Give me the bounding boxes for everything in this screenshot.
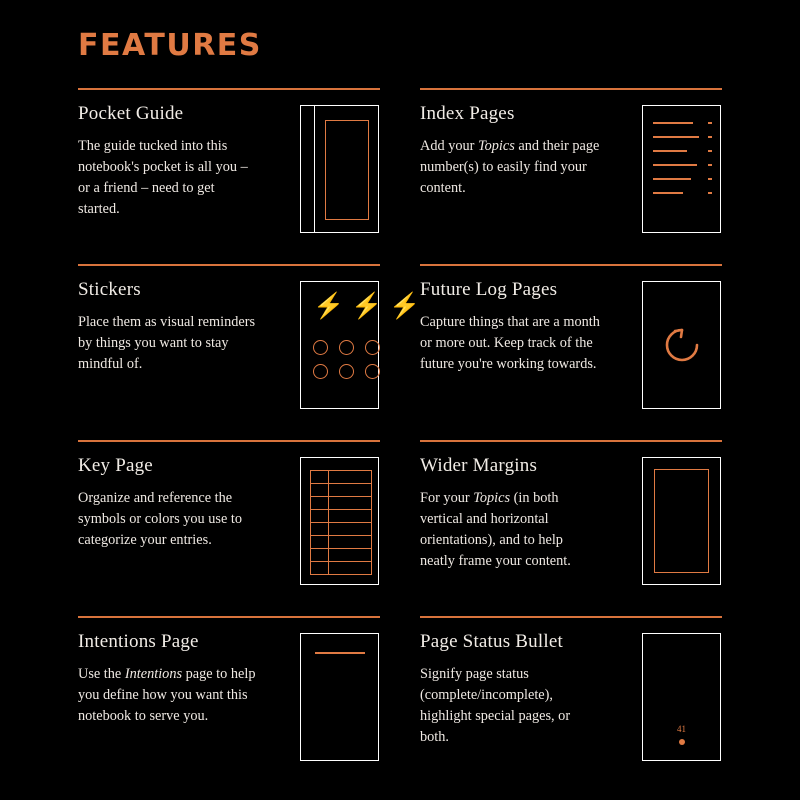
feature-title: Page Status Bullet <box>420 631 563 652</box>
circle-sticker-icon <box>365 364 380 379</box>
circle-sticker-icon <box>365 340 380 355</box>
feature-card-stickers <box>78 264 421 440</box>
feature-illustration <box>300 457 380 585</box>
features-grid <box>78 88 722 792</box>
feature-body: Capture things that are a month or more out. Keep track of the future you're working towards. <box>420 314 600 373</box>
feature-body: Place them as visual reminders by things you want to stay mindful of. <box>78 314 256 373</box>
feature-title: Future Log Pages <box>420 279 558 300</box>
grid-cell <box>328 535 372 549</box>
circle-sticker-icon <box>313 364 328 379</box>
feature-title: Stickers <box>78 279 141 300</box>
index-dot <box>708 150 712 152</box>
feature-body: The guide tucked into this notebook's pocket is all you – or a friend – need to get started. <box>78 138 248 218</box>
dot-stickers <box>313 340 382 379</box>
notebook-intentions-line-icon <box>300 633 379 761</box>
margin-frame <box>654 469 709 573</box>
index-line <box>653 122 693 124</box>
page-title: FEATURES <box>78 28 262 63</box>
feature-title: Index Pages <box>420 103 515 124</box>
notebook-stickers-icon <box>300 281 421 409</box>
grid-cell <box>310 483 329 497</box>
grid-cell <box>310 522 329 536</box>
page-number: 41 <box>677 724 686 734</box>
lightning-bolt-icon: ⚡ <box>389 293 421 320</box>
status-bullet-icon <box>679 739 685 745</box>
index-dot <box>708 178 712 180</box>
feature-body: Organize and reference the symbols or colors you use to categorize your entries. <box>78 490 243 549</box>
circle-sticker-icon <box>313 340 328 355</box>
spine-line <box>314 106 315 232</box>
key-grid <box>310 470 371 574</box>
notebook-key-grid-icon <box>300 457 379 585</box>
index-dot <box>708 136 712 138</box>
notebook-pocket-guide-icon <box>300 105 379 233</box>
notebook-wide-margin-icon <box>642 457 721 585</box>
feature-illustration <box>642 633 722 761</box>
grid-cell <box>328 548 372 562</box>
grid-cell <box>310 561 329 575</box>
index-line <box>653 136 699 138</box>
feature-title: Key Page <box>78 455 153 476</box>
grid-cell <box>328 509 372 523</box>
grid-cell <box>328 483 372 497</box>
circular-arrow-icon <box>659 322 705 368</box>
feature-illustration <box>300 281 421 409</box>
grid-cell <box>310 548 329 562</box>
index-dot <box>708 122 712 124</box>
index-lines <box>653 122 712 206</box>
grid-cell <box>328 561 372 575</box>
grid-cell <box>310 496 329 510</box>
feature-illustration <box>642 457 722 585</box>
index-dot <box>708 164 712 166</box>
circle-sticker-icon <box>339 364 354 379</box>
grid-cell <box>328 470 372 484</box>
notebook-index-lines-icon <box>642 105 721 233</box>
inner-card <box>325 120 369 220</box>
feature-body: For your Topics (in both vertical and horizontal orientations), and to help neatly frame your content. <box>420 490 571 570</box>
index-line <box>653 178 691 180</box>
feature-illustration <box>642 105 722 233</box>
feature-illustration <box>300 105 380 233</box>
feature-card-page-status-bullet <box>420 616 722 792</box>
feature-card-intentions-page <box>78 616 380 792</box>
index-line <box>653 192 683 194</box>
bolt-stickers <box>313 294 420 319</box>
feature-title: Pocket Guide <box>78 103 184 124</box>
feature-card-pocket-guide <box>78 88 380 264</box>
feature-illustration <box>642 281 722 409</box>
notebook-page-status-icon <box>642 633 721 761</box>
lightning-bolt-icon: ⚡ <box>313 293 345 320</box>
grid-cell <box>310 470 329 484</box>
feature-illustration <box>300 633 380 761</box>
grid-cell <box>310 535 329 549</box>
feature-card-wider-margins <box>420 440 722 616</box>
feature-title: Intentions Page <box>78 631 199 652</box>
index-line <box>653 164 697 166</box>
feature-body: Use the Intentions page to help you define how you want this notebook to serve you. <box>78 666 256 725</box>
circle-sticker-icon <box>339 340 354 355</box>
grid-cell <box>328 522 372 536</box>
heading-rule <box>315 652 365 654</box>
index-line <box>653 150 687 152</box>
lightning-bolt-icon: ⚡ <box>351 293 383 320</box>
notebook-circular-arrow-icon <box>642 281 721 409</box>
grid-cell <box>310 509 329 523</box>
feature-card-index-pages <box>420 88 722 264</box>
index-dot <box>708 192 712 194</box>
feature-body: Signify page status (complete/incomplete), highlight special pages, or both. <box>420 666 571 746</box>
feature-card-key-page <box>78 440 380 616</box>
grid-cell <box>328 496 372 510</box>
feature-body: Add your Topics and their page number(s) to easily find your content. <box>420 138 600 197</box>
feature-card-future-log-pages <box>420 264 722 440</box>
feature-title: Wider Margins <box>420 455 538 476</box>
